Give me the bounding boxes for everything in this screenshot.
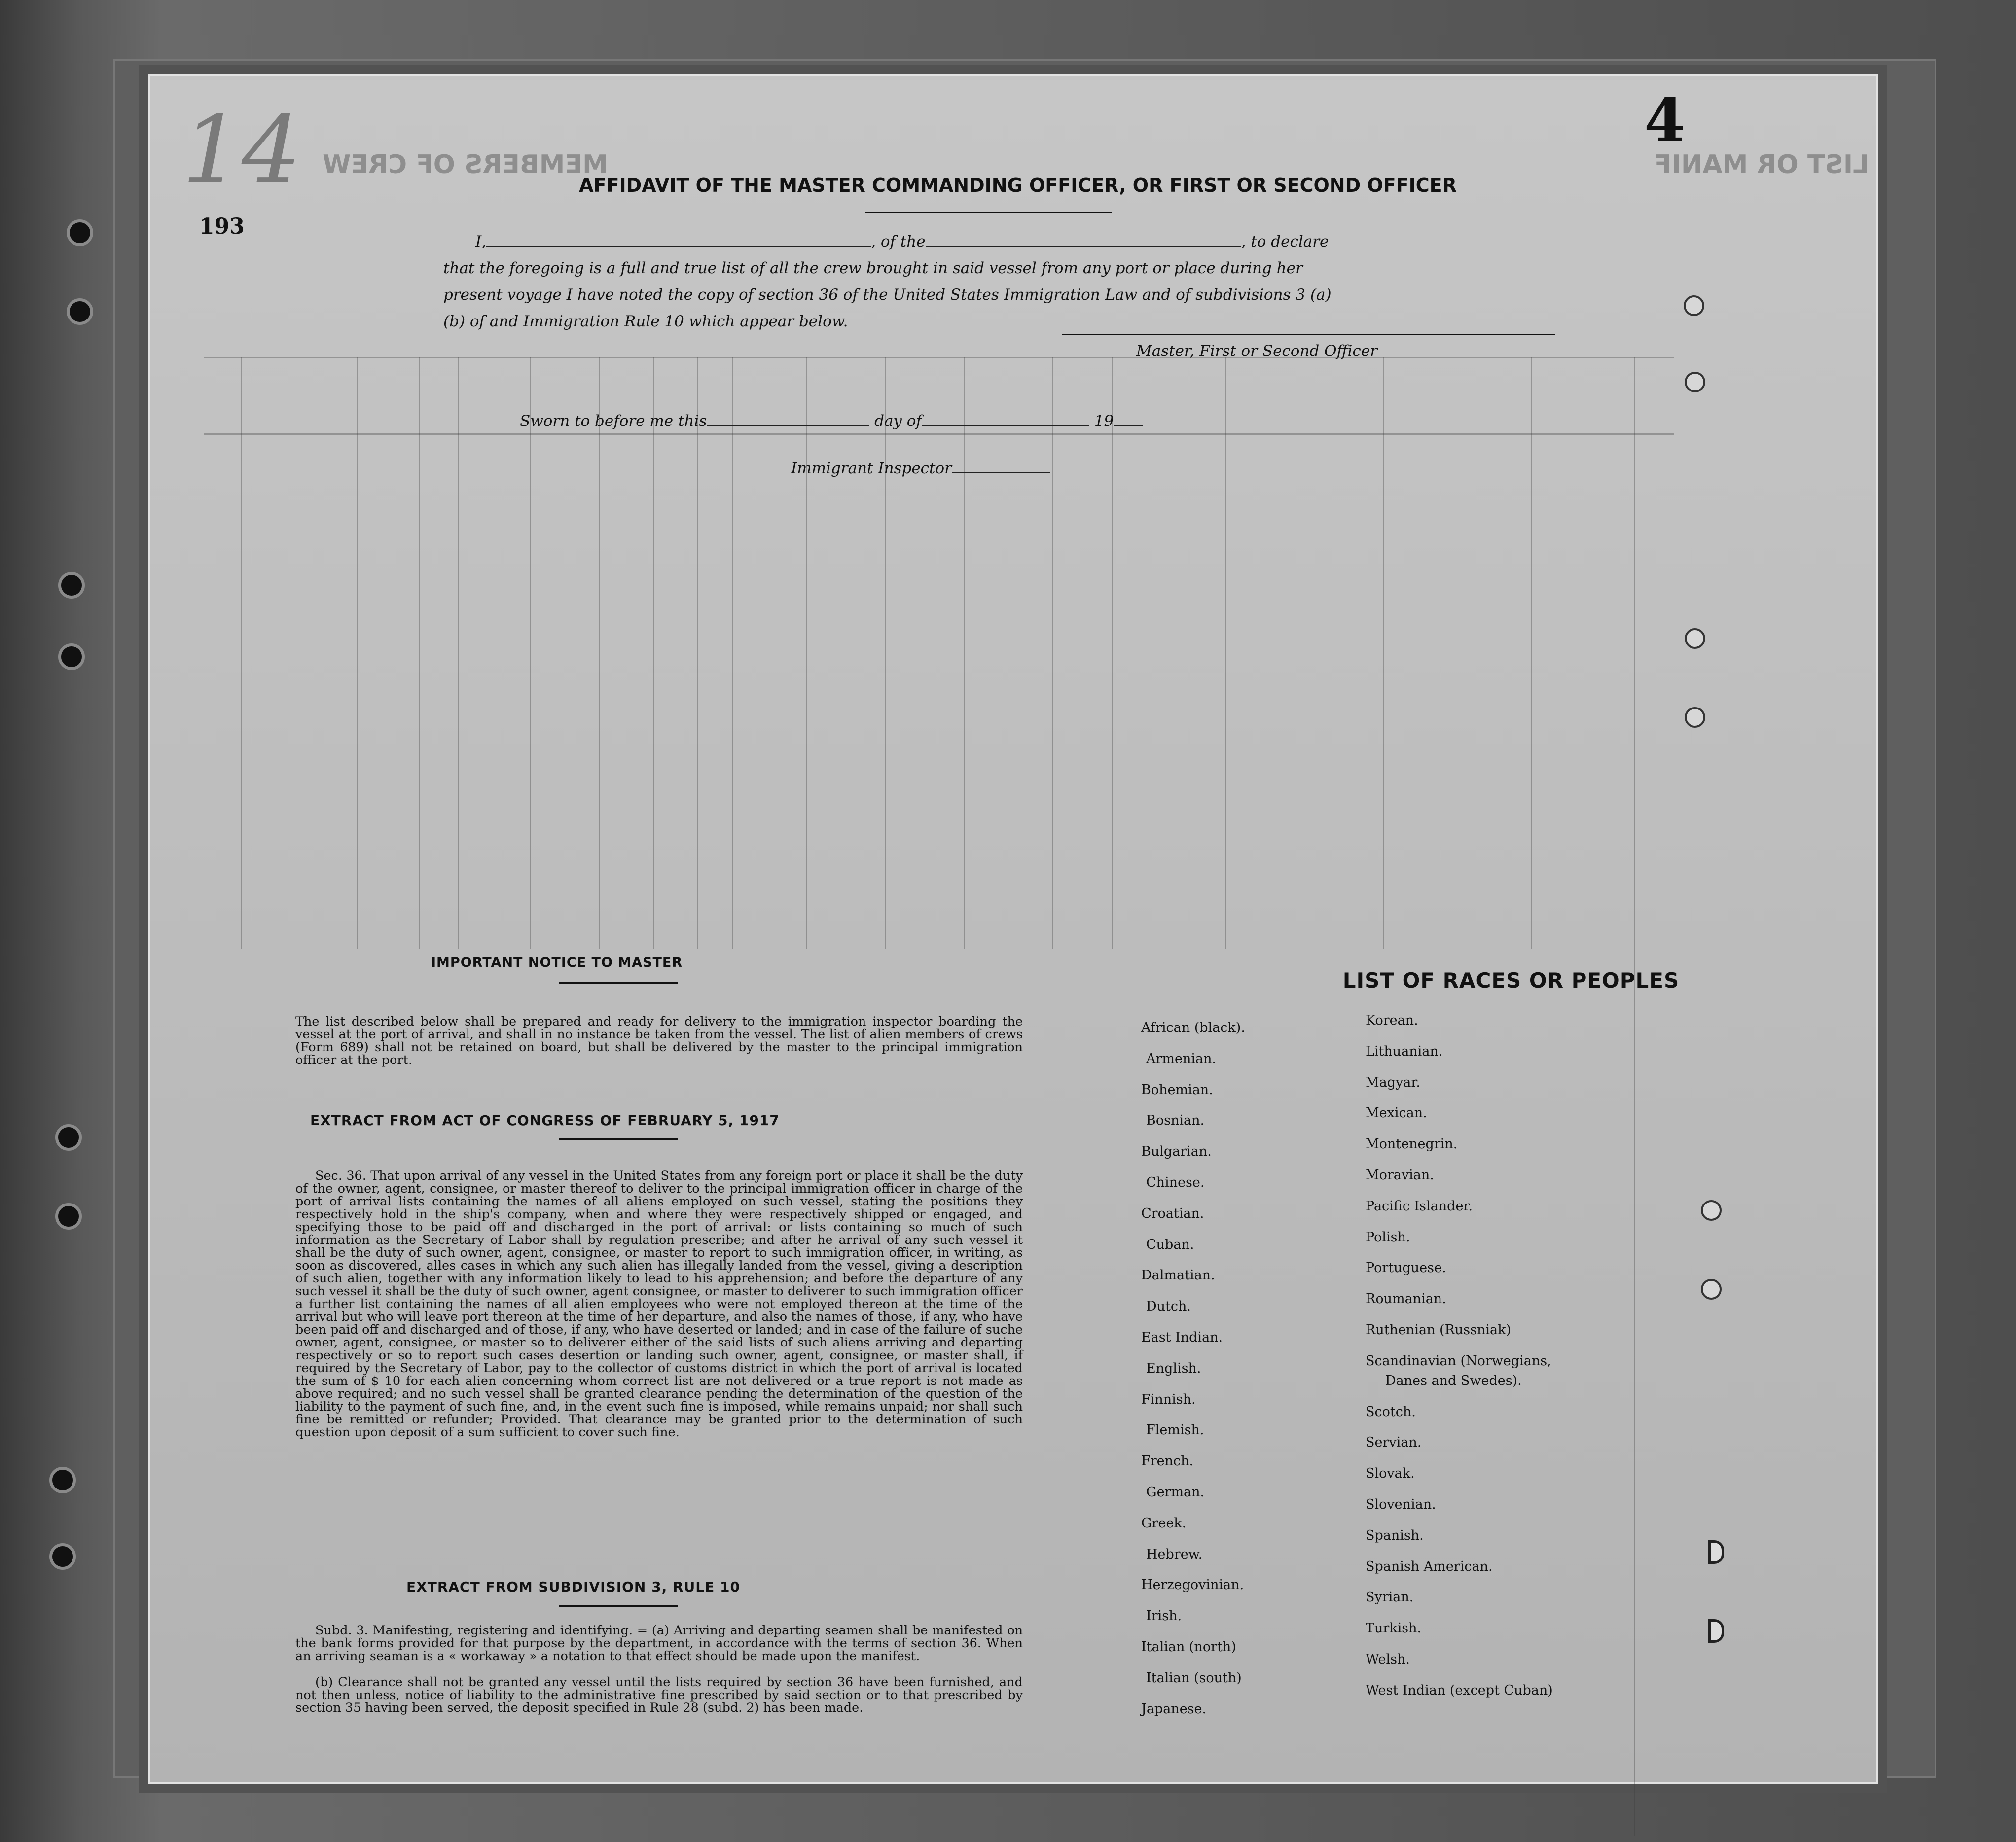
affidavit-line-4: (b) of and Immigration Rule 10 which appear below. (443, 313, 848, 330)
extract-rule-text-b: (b) Clearance shall not be granted any vessel until the lists required by section 36 have been furnished, and not then unless, notice of liability to the administrative fine prescribed by said section or to that prescribed by section 35 having been served, the deposit specified in Rule 28 (subd. 2) has been made. (295, 1675, 1023, 1715)
table-frame (204, 357, 1674, 358)
race-item: Roumanian. (1366, 1291, 1446, 1307)
sworn-line (520, 412, 1143, 430)
table-col (1052, 357, 1053, 949)
affidavit-title: AFFIDAVIT OF THE MASTER COMMANDING OFFICER, OR FIRST OR SECOND OFFICER (579, 175, 1457, 196)
extract-rule-underline (559, 1605, 678, 1607)
race-item: Portuguese. (1366, 1260, 1446, 1276)
month-blank (922, 425, 1089, 426)
binder-hole-icon (67, 219, 93, 246)
binder-hole-icon (58, 643, 85, 670)
table-col (241, 357, 242, 949)
affidavit-declare-label: , to declare (1241, 233, 1329, 250)
title-underline (865, 212, 1112, 213)
race-item: Croatian. (1141, 1205, 1204, 1221)
year-blank (1114, 425, 1143, 426)
race-item: Japanese. (1141, 1701, 1207, 1717)
race-item: Korean. (1366, 1013, 1418, 1028)
binder-hole-icon (55, 1203, 82, 1230)
binder-hole-icon (67, 298, 93, 325)
sworn-label: Sworn to before me this (520, 412, 707, 430)
race-item: Magyar. (1366, 1074, 1420, 1090)
table-col (419, 357, 420, 949)
affidavit-of-the-label: , of the (871, 233, 926, 250)
race-item: Polish. (1366, 1229, 1410, 1245)
race-item: Syrian. (1366, 1590, 1414, 1605)
race-item: Danes and Swedes). (1385, 1373, 1522, 1388)
race-item: West Indian (except Cuban) (1366, 1682, 1553, 1698)
race-item: Mexican. (1366, 1105, 1427, 1121)
race-item: English. (1146, 1360, 1201, 1376)
affidavit-line-3: present voyage I have noted the copy of section 36 of the United States Immigration Law and of subdivisions 3 (a) (443, 286, 1332, 304)
race-item: African (black). (1141, 1020, 1245, 1035)
document-sheet (148, 74, 1878, 1784)
table-col (1112, 357, 1113, 949)
race-item: Irish. (1146, 1608, 1182, 1624)
punch-hole-icon (1701, 1200, 1722, 1221)
stamp-number: 193 (199, 214, 245, 239)
extract-rule-text-a: Subd. 3. Manifesting, registering and identifying. = (a) Arriving and departing seamen shall be manifested on the bank forms provided for that purpose by the department, in accordance with the terms of section 36. When an arriving seaman is a « workaway » a notation to that effect should be made upon the manifest. (295, 1623, 1023, 1664)
race-item: Bohemian. (1141, 1082, 1213, 1098)
punch-hole-icon (1701, 1279, 1722, 1300)
extract-act-text: Sec. 36. That upon arrival of any vessel in the United States from any foreign port or place it shall be the duty of the owner, agent, consignee, or master thereof to deliver to the principal immigration officer in charge of the port of arrival lists containing the names of all aliens employed on such vessel, stating the positions they respectively hold in the ship's company, when and where they were respectively shipped or engaged, and specifying those to be paid off and discharged in the port of arrival: or lists containing so much of such information as the Secretary of Labor shall by regulation prescribe; and after he arrival of any such vessel it shall be the duty of such owner, agent, consignee, or master to report to such immigration officer, in writing, as soon as discovered, alles cases in which any such alien has illegally landed from the vessel, giving a description of such alien, together with any information likely to lead to his apprehension; and before the departure of any such vessel it shall be the duty of such owner, agent consignee, or master to deliverer to such immigration officer a further list containing the names of all alien employees who were not employed thereon at the time of the arrival but who will leave port thereon at the time of her departure, and also the names of those, if any, who have been paid off and discharged and of those, if any, who have deserted or landed; and in case of the failure of suche owner, agent, consignee, or master so to deliverer either of the said lists of such aliens arriving and departing respectively or so to report such cases desertion or landing such owner, agent, consignee, or master shall, if required by the Secretary of Labor, pay to the collector of customs district in which the port of arrival is located the sum of $ 10 for each alien concerning whom correct list are not delivered or a true report is not made as above required; and no such vessel shall be granted clearance pending the determination of the question of the liability to the payment of such fine, and, in the event such fine is imposed, while remains unpaid; nor shall such fine be remitted or refunder; Provided. That clearance may be granted prior to the determination of such question upon deposit of a sum sufficient to cover such fine. (295, 1169, 1023, 1440)
table-col (806, 357, 807, 949)
notice-underline (559, 982, 678, 984)
vessel-blank (926, 246, 1241, 247)
table-col (1634, 357, 1635, 1836)
race-item: Bulgarian. (1141, 1144, 1212, 1160)
table-col (1383, 357, 1384, 949)
race-item: Moravian. (1366, 1168, 1434, 1183)
table-col (357, 357, 358, 949)
race-item: Welsh. (1366, 1652, 1410, 1667)
inspector-label: Immigrant Inspector (791, 460, 952, 477)
race-item: Ruthenian (Russniak) (1366, 1322, 1512, 1338)
race-item: Italian (south) (1146, 1670, 1242, 1686)
race-item: Italian (north) (1141, 1639, 1236, 1655)
inspector-blank (952, 472, 1050, 473)
inspector-line (791, 460, 1050, 477)
race-item: Bosnian. (1146, 1113, 1205, 1129)
master-signature-label: Master, First or Second Officer (1136, 342, 1377, 360)
race-item: Hebrew. (1146, 1546, 1203, 1562)
race-item: Flemish. (1146, 1422, 1204, 1438)
race-item: Slovenian. (1366, 1497, 1436, 1512)
race-item: Greek. (1141, 1515, 1187, 1531)
race-item: Turkish. (1366, 1621, 1422, 1636)
table-col (1531, 357, 1532, 949)
race-item: Slovak. (1366, 1466, 1415, 1482)
race-item: Scotch. (1366, 1404, 1416, 1419)
table-col (885, 357, 886, 949)
race-item: Scandinavian (Norwegians, (1366, 1353, 1551, 1369)
affidavit-signature-line (1062, 334, 1555, 335)
race-item: French. (1141, 1453, 1194, 1469)
race-item: Dutch. (1146, 1299, 1191, 1314)
bleed-through-header: LIST OR MANIF (1654, 150, 1870, 179)
sworn-day-blank (707, 425, 869, 426)
table-col (964, 357, 965, 949)
race-item: Herzegovinian. (1141, 1577, 1244, 1593)
table-frame (204, 433, 1674, 435)
binder-hole-icon (49, 1543, 76, 1570)
race-item: Spanish American. (1366, 1559, 1493, 1574)
bleed-through-header: MEMBERS OF CREW (323, 150, 608, 179)
race-item: Chinese. (1146, 1175, 1205, 1190)
notice-text: The list described below shall be prepared and ready for delivery to the immigration inspector boarding the vessel at the port of arrival, and shall in no instance be taken from the vessel. The list of alien members of crews (Form 689) shall not be retained on board, but shall be delivered by the master to the principal immigration officer at the port. (295, 1014, 1023, 1067)
race-item: Cuban. (1146, 1237, 1194, 1252)
race-item: Lithuanian. (1366, 1043, 1443, 1059)
race-item: Servian. (1366, 1435, 1422, 1451)
handwritten-sheet-number: 14 (182, 96, 301, 205)
race-item: German. (1146, 1485, 1205, 1500)
table-col (530, 357, 531, 949)
punch-hole-icon (1685, 372, 1705, 392)
extract-rule-title: EXTRACT FROM SUBDIVISION 3, RULE 10 (406, 1579, 740, 1595)
race-item: Dalmatian. (1141, 1268, 1215, 1283)
handwritten-corner-mark: 4 (1644, 86, 1686, 155)
race-item: Armenian. (1146, 1051, 1217, 1066)
table-col (1225, 357, 1226, 949)
binder-hole-icon (58, 572, 85, 599)
extract-act-title: EXTRACT FROM ACT OF CONGRESS OF FEBRUARY 5, 1917 (310, 1112, 780, 1129)
punch-hole-icon (1708, 1619, 1724, 1643)
table-col (653, 357, 654, 949)
binder-hole-icon (49, 1467, 76, 1493)
name-blank (486, 246, 871, 247)
punch-hole-icon (1685, 628, 1705, 649)
table-col (599, 357, 600, 949)
day-of-label: day of (874, 412, 922, 430)
race-item: Montenegrin. (1366, 1136, 1458, 1152)
table-col (732, 357, 733, 949)
affidavit-line-2: that the foregoing is a full and true list of all the crew brought in said vessel from any port or place during her (443, 259, 1303, 277)
table-col (458, 357, 459, 949)
affidavit-i-label: I, (475, 233, 487, 250)
races-title: LIST OF RACES OR PEOPLES (1342, 968, 1680, 992)
punch-hole-icon (1685, 707, 1705, 728)
punch-hole-icon (1708, 1540, 1724, 1564)
race-item: East Indian. (1141, 1330, 1223, 1345)
race-item: Pacific Islander. (1366, 1198, 1473, 1214)
table-col (697, 357, 698, 949)
year-prefix: 19 (1094, 412, 1114, 430)
binder-hole-icon (55, 1124, 82, 1151)
race-item: Finnish. (1141, 1391, 1196, 1407)
affidavit-line-1 (475, 233, 1329, 250)
extract-act-underline (559, 1138, 678, 1140)
race-item: Spanish. (1366, 1527, 1424, 1543)
notice-title: IMPORTANT NOTICE TO MASTER (431, 955, 683, 970)
